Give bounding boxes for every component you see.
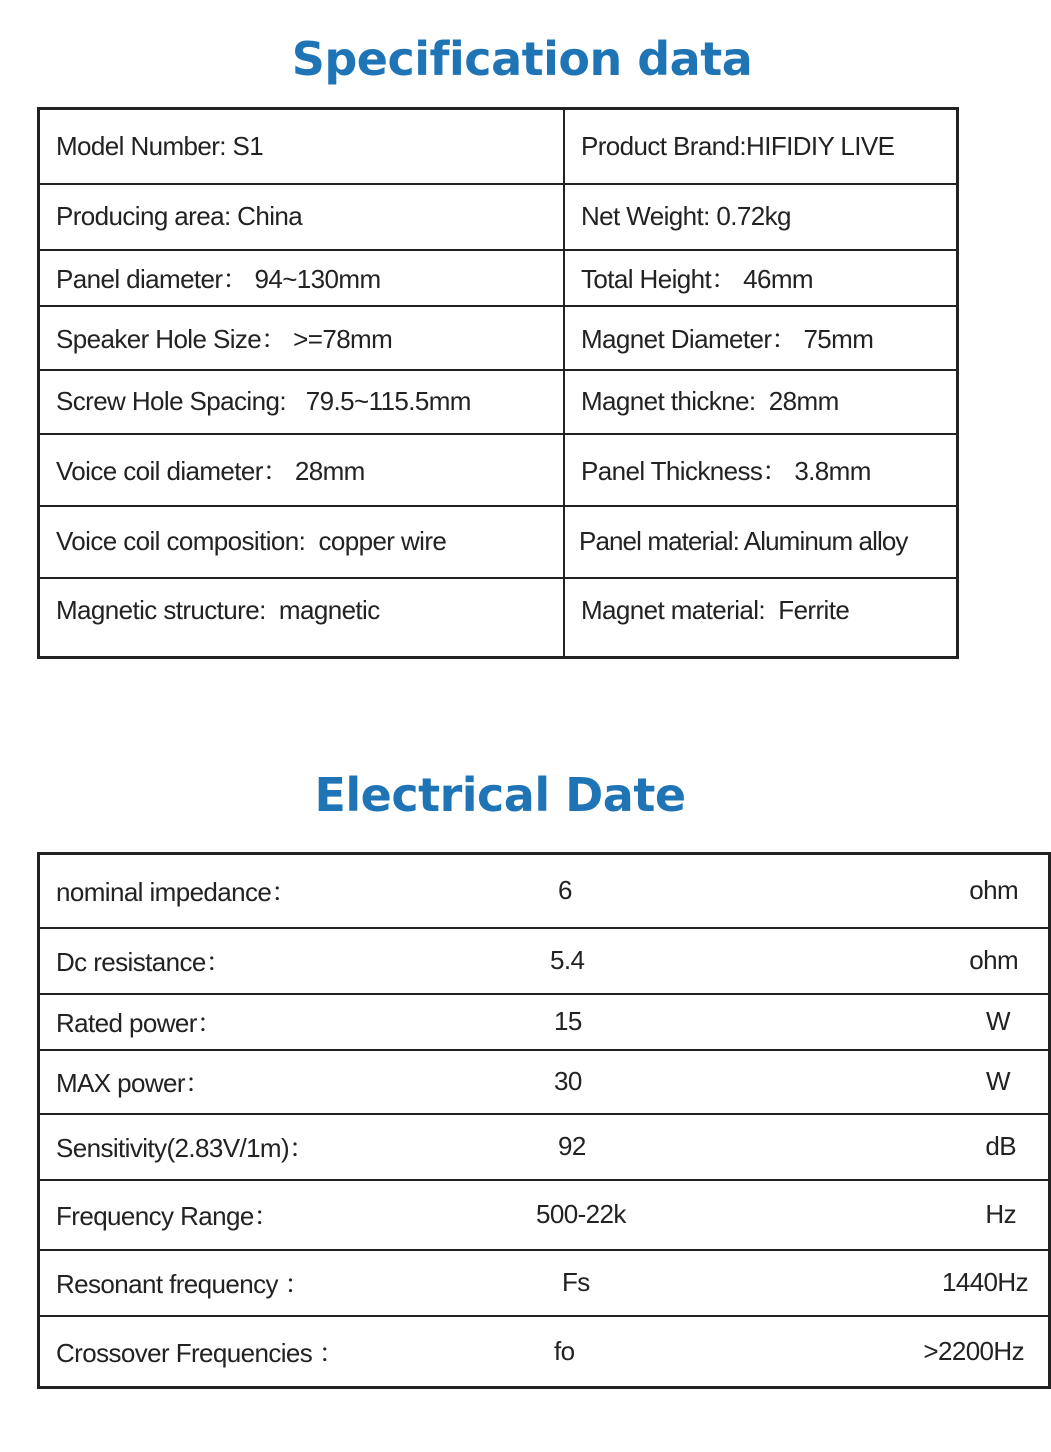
electrical-value: fo — [496, 1316, 718, 1388]
spec-cell: Panel material: Aluminum alloy — [564, 506, 958, 578]
spec-cell: Magnet material: Ferrite — [564, 578, 958, 658]
spec-cell: Model Number: S1 — [39, 109, 565, 184]
electrical-value: 30 — [496, 1050, 718, 1114]
spec-cell: Voice coil diameter： 28mm — [39, 434, 565, 506]
spec-cell: Voice coil composition: copper wire — [39, 506, 565, 578]
electrical-unit: W — [718, 1050, 1050, 1114]
spec-row — [39, 250, 958, 306]
spec-cell: Magnet Diameter： 75mm — [564, 306, 958, 370]
electrical-label: Frequency Range： — [39, 1180, 497, 1250]
electrical-label: Resonant frequency ： — [39, 1250, 497, 1316]
electrical-unit: dB — [718, 1114, 1050, 1180]
electrical-row — [39, 1316, 1050, 1388]
electrical-value: 92 — [496, 1114, 718, 1180]
spec-cell: Panel diameter： 94~130mm — [39, 250, 565, 306]
electrical-label: Sensitivity(2.83V/1m)： — [39, 1114, 497, 1180]
electrical-unit: ohm — [718, 928, 1050, 994]
electrical-row — [39, 1114, 1050, 1180]
electrical-unit: Hz — [718, 1180, 1050, 1250]
electrical-row — [39, 928, 1050, 994]
electrical-unit: W — [718, 994, 1050, 1050]
electrical-label: Crossover Frequencies ： — [39, 1316, 497, 1388]
spec-cell: Speaker Hole Size： >=78mm — [39, 306, 565, 370]
spec-cell: Product Brand:HIFIDIY LIVE — [564, 109, 958, 184]
spec-cell: Total Height： 46mm — [564, 250, 958, 306]
spec-row — [39, 109, 958, 184]
electrical-row — [39, 1180, 1050, 1250]
electrical-value: 6 — [496, 854, 718, 928]
spec-cell: Panel Thickness： 3.8mm — [564, 434, 958, 506]
spec-row — [39, 434, 958, 506]
spec-row — [39, 306, 958, 370]
spec-cell: Producing area: China — [39, 184, 565, 250]
electrical-value: 15 — [496, 994, 718, 1050]
electrical-table — [37, 852, 1051, 1389]
electrical-row — [39, 994, 1050, 1050]
spec-row — [39, 506, 958, 578]
spec-row — [39, 370, 958, 434]
electrical-value: 500-22k — [496, 1180, 718, 1250]
spec-cell: Net Weight: 0.72kg — [564, 184, 958, 250]
spec-table — [37, 107, 959, 659]
electrical-label: nominal impedance： — [39, 854, 497, 928]
spec-row — [39, 578, 958, 658]
electrical-row — [39, 854, 1050, 928]
spec-row — [39, 184, 958, 250]
electrical-unit: ohm — [718, 854, 1050, 928]
electrical-title: Electrical Date — [314, 768, 686, 822]
spec-cell: Magnet thickne: 28mm — [564, 370, 958, 434]
electrical-row — [39, 1250, 1050, 1316]
electrical-unit: 1440Hz — [718, 1250, 1050, 1316]
spec-title: Specification data — [291, 32, 753, 86]
electrical-label: MAX power： — [39, 1050, 497, 1114]
electrical-value: 5.4 — [496, 928, 718, 994]
electrical-label: Rated power： — [39, 994, 497, 1050]
electrical-row — [39, 1050, 1050, 1114]
electrical-label: Dc resistance： — [39, 928, 497, 994]
electrical-unit: >2200Hz — [718, 1316, 1050, 1388]
spec-cell: Magnetic structure: magnetic — [39, 578, 565, 658]
spec-cell: Screw Hole Spacing: 79.5~115.5mm — [39, 370, 565, 434]
electrical-value: Fs — [496, 1250, 718, 1316]
